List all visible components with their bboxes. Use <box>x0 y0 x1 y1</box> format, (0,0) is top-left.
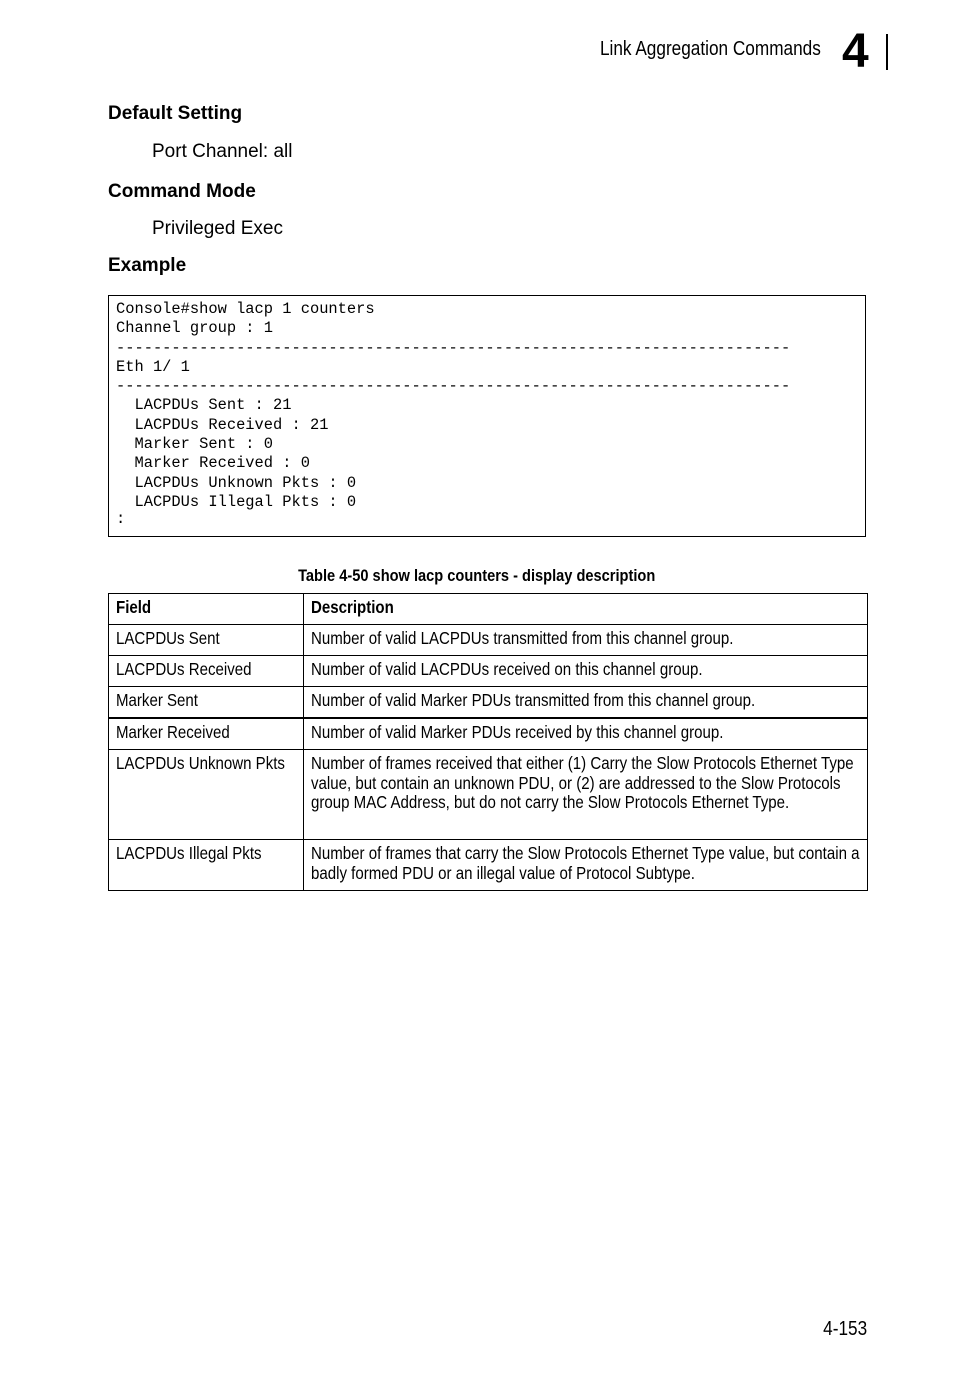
field-name: LACPDUs Illegal Pkts <box>116 843 262 863</box>
code-line: ------------------------------------------------------------------------- <box>116 339 791 357</box>
chapter-divider <box>886 34 888 70</box>
table-header-row <box>109 594 867 625</box>
table-row <box>109 749 867 839</box>
header-cell-description <box>304 594 867 624</box>
command-mode-heading: Command Mode <box>108 181 256 202</box>
page-number: 4-153 <box>823 1318 867 1340</box>
code-line: Marker Sent : 0 <box>116 435 274 453</box>
field-name: LACPDUs Sent <box>116 628 220 648</box>
code-line: LACPDUs Unknown Pkts : 0 <box>116 474 357 492</box>
code-line: Console#show lacp 1 counters <box>116 300 375 318</box>
table-caption-text: Table 4-50 show lacp counters - display description <box>298 566 656 585</box>
running-header-title: Link Aggregation Commands <box>600 38 821 60</box>
table-row <box>109 625 867 655</box>
field-description: Number of frames that carry the Slow Protocols Ethernet Type value, but contain a badly formed PDU or an illegal value of Protocol Subtype. <box>311 843 864 883</box>
field-name: LACPDUs Received <box>116 659 252 679</box>
field-description: Number of valid LACPDUs transmitted from this channel group. <box>311 628 734 648</box>
field-cell <box>109 840 304 890</box>
code-line: Channel group : 1 <box>116 319 274 337</box>
description-cell <box>304 656 867 686</box>
field-cell <box>109 687 304 717</box>
field-description: Number of valid Marker PDUs received by this channel group. <box>311 722 724 742</box>
field-cell <box>109 750 304 839</box>
field-name: LACPDUs Unknown Pkts <box>116 753 285 773</box>
default-setting-heading: Default Setting <box>108 103 243 124</box>
description-cell <box>304 625 867 655</box>
header-description-label: Description <box>311 597 394 617</box>
field-cell <box>109 656 304 686</box>
description-cell <box>304 750 867 839</box>
field-name: Marker Sent <box>116 690 198 710</box>
field-cell <box>109 625 304 655</box>
description-table <box>108 593 868 891</box>
field-description: Number of valid Marker PDUs transmitted from this channel group. <box>311 690 756 710</box>
chapter-number: 4 <box>842 25 869 78</box>
code-line: LACPDUs Sent : 21 <box>116 396 292 414</box>
code-line: Eth 1/ 1 <box>116 358 190 376</box>
field-description: Number of valid LACPDUs received on this channel group. <box>311 659 703 679</box>
code-line: : <box>116 510 126 528</box>
description-cell <box>304 840 867 890</box>
description-cell <box>304 719 867 749</box>
description-cell <box>304 687 867 717</box>
table-row <box>109 655 867 686</box>
code-line: ------------------------------------------------------------------------- <box>116 377 791 395</box>
table-row <box>109 717 867 749</box>
code-example <box>108 295 866 537</box>
table-row <box>109 839 867 890</box>
header-cell-field <box>109 594 304 624</box>
header-field-label: Field <box>116 597 152 617</box>
table-caption <box>0 566 954 586</box>
example-heading: Example <box>108 255 187 276</box>
field-name: Marker Received <box>116 722 230 742</box>
field-description: Number of frames received that either (1) Carry the Slow Protocols Ethernet Type value, but contain an unknown PDU, or (2) are addressed to the Slow Protocols group MAC Address, but do not carry the Slow Protocols Ethernet Type. <box>311 753 858 812</box>
default-setting-text: Port Channel: all <box>152 141 293 162</box>
code-line: LACPDUs Received : 21 <box>116 416 329 434</box>
code-line: LACPDUs Illegal Pkts : 0 <box>116 493 357 511</box>
code-line: Marker Received : 0 <box>116 454 310 472</box>
command-mode-text: Privileged Exec <box>152 218 283 239</box>
table-row <box>109 686 867 717</box>
field-cell <box>109 719 304 749</box>
